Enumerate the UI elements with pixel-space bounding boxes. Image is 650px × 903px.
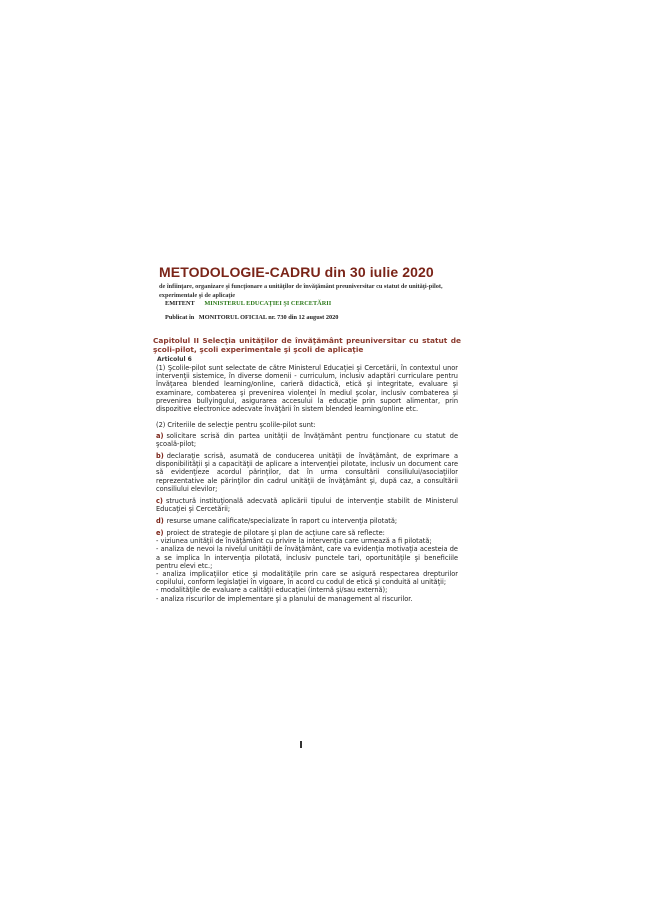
emitent-value: MINISTERUL EDUCAŢIEI ŞI CERCETĂRII <box>204 300 332 307</box>
criterion-e-point: - analiza implicaţiilor etice şi modalităţile prin care se asigură respectarea drepturilor copilului, conform legislaţiei în vigoare, în acord cu codul de etică şi conduită al unităţii; <box>156 570 458 587</box>
criterion-e-heading <box>156 529 458 537</box>
paragraph-2: (2) Criteriile de selecţie pentru şcolile-pilot sunt: <box>156 421 316 429</box>
criterion-text: proiect de strategie de pilotare şi plan de acţiune care să reflecte: <box>166 529 385 537</box>
criterion-d <box>156 517 458 525</box>
criterion-e-point: - viziunea unităţii de învăţământ cu privire la intervenţia care urmează a fi pilotată; <box>156 537 432 546</box>
criterion-letter: c) <box>156 497 163 505</box>
chapter-title: Capitolul II Selecţia unităţilor de învăţământ preuniversitar cu statut de şcoli-pilot, şcoli experimentale şi şcoli de aplicaţie <box>153 336 461 354</box>
paragraph-1: (1) Şcolile-pilot sunt selectate de către Ministerul Educaţiei şi Cercetării, în contextul unor intervenţii sistemice, în diverse domenii - curriculum, inclusiv adaptări curriculare pentru învăţarea blended learning/online, carieră didactică, etică şi integritate, evaluare şi examinare, combaterea şi prevenirea violenţei în mediul şcolar, inclusiv combaterea şi prevenirea bullyingului, asigurarea accesului la educaţie prin suport alimentar, prin dispozitive electronice adecvate învăţării în sistem blended learning/online etc. <box>156 364 458 414</box>
criterion-c <box>156 497 458 513</box>
criterion-letter: d) <box>156 517 164 525</box>
criterion-a <box>156 432 458 448</box>
criterion-e <box>156 529 458 603</box>
criterion-letter: b) <box>156 452 164 460</box>
criterion-letter: e) <box>156 529 164 537</box>
criterion-text: structură instituţională adecvată aplicării tipului de intervenţie stabilit de Ministerul Educaţiei şi Cercetării; <box>156 497 458 514</box>
criterion-b <box>156 452 458 493</box>
emitent-label: EMITENT <box>165 300 195 307</box>
criterion-e-point: - modalităţile de evaluare a calităţii educaţiei (internă şi/sau externă); <box>156 586 388 595</box>
document-title: METODOLOGIE-CADRU din 30 iulie 2020 <box>159 264 434 280</box>
criterion-e-point: - analiza de nevoi la nivelul unităţii de învăţământ, care va evidenţia motivaţia acesteia de a se implica în intervenţia pilotată, inclusiv punctele tari, oportunităţile şi beneficiile pentru elevi etc.; <box>156 545 458 570</box>
criterion-text: resurse umane calificate/specializate în raport cu intervenţia pilotată; <box>166 517 398 525</box>
article-label: Articolul 6 <box>157 356 192 363</box>
published-value: MONITORUL OFICIAL nr. 730 din 12 august 2020 <box>198 314 339 321</box>
criterion-text: declaraţie scrisă, asumată de conducerea unităţii de învăţământ, de exprimare a disponibilităţii şi a capacităţii de aplicare a intervenţiei pilotate, inclusiv un document care să evidenţieze acordul părinţilor, dat în urma consultării consiliului/asociaţiilor reprezentative ale părinţilor din cadrul unităţii de învăţământ şi, după caz, a consultării consiliului elevilor; <box>156 452 458 493</box>
emitent-row <box>165 300 331 307</box>
page-mark <box>300 741 302 748</box>
published-row <box>165 314 338 321</box>
criterion-e-point: - analiza riscurilor de implementare şi a planului de management al riscurilor. <box>156 594 413 603</box>
document-subtitle: de înfiinţare, organizare şi funcţionare a unităţilor de învăţământ preuniversitar cu statut de unităţi-pilot, experimentale şi de aplicaţie <box>159 283 443 299</box>
published-label: Publicat în <box>165 314 195 321</box>
criterion-letter: a) <box>156 432 164 440</box>
criterion-text: solicitare scrisă din partea unităţii de învăţământ pentru funcţionare cu statut de şcoală-pilot; <box>156 432 458 449</box>
